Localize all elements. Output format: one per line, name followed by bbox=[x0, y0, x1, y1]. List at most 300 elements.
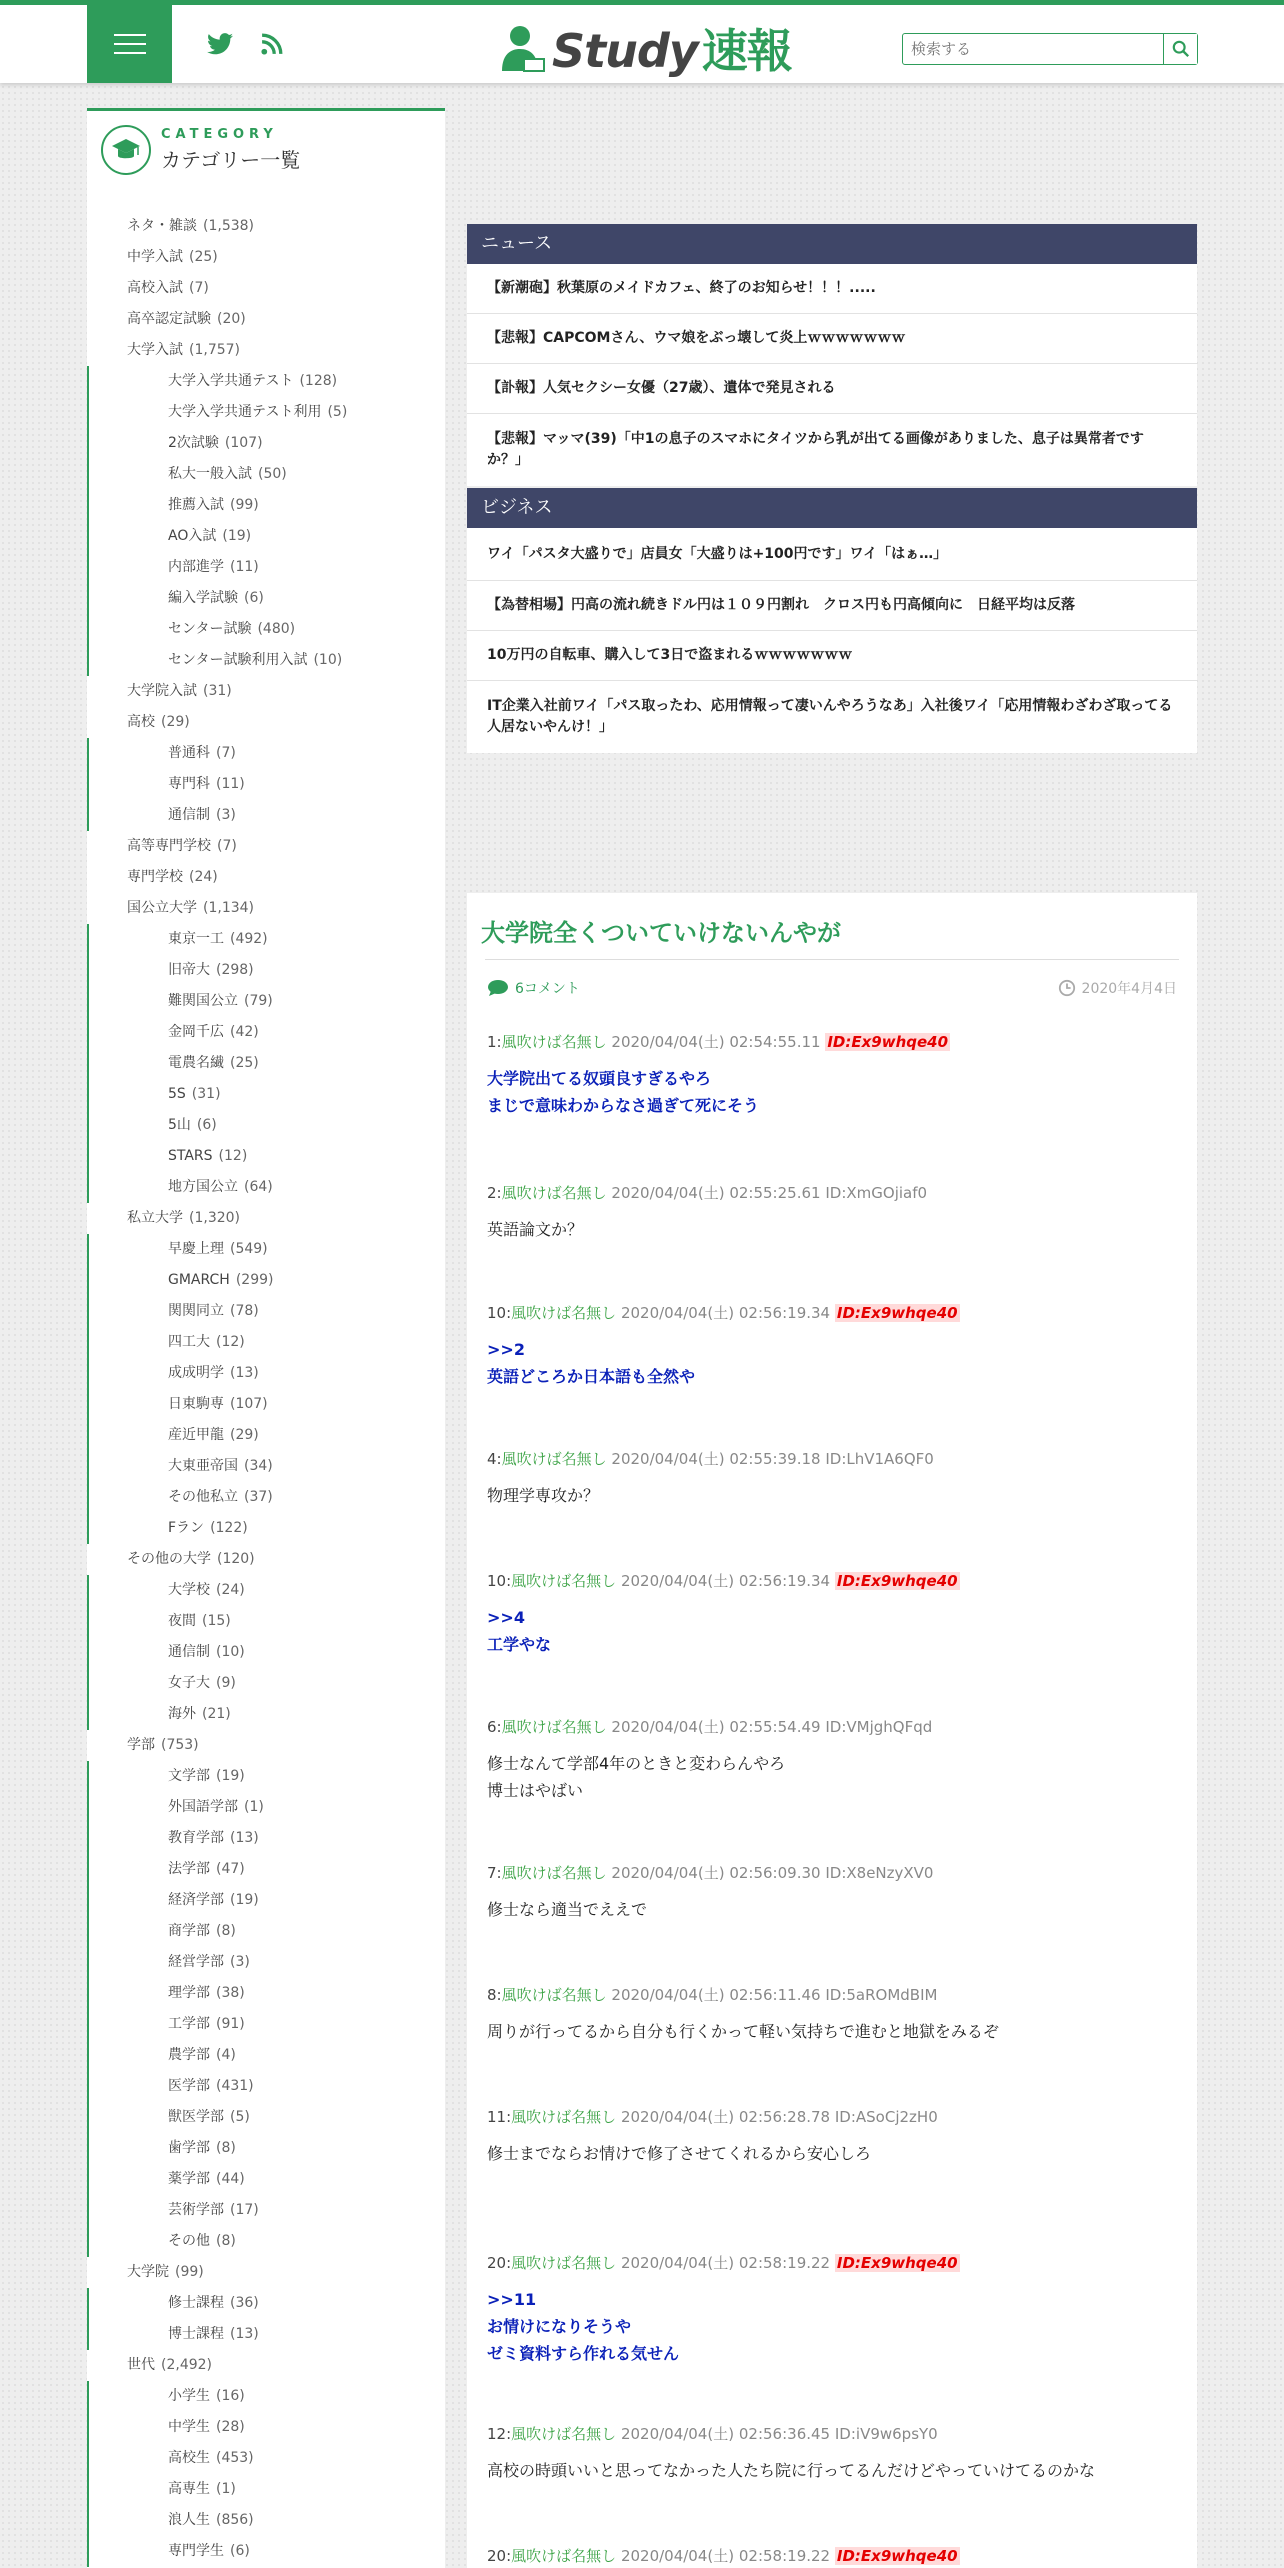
post-line: 大学院出てる奴頭良すぎるやろ bbox=[487, 1069, 712, 1088]
post-number: 20: bbox=[487, 2547, 512, 2565]
poster-name[interactable]: 風吹けば名無し bbox=[511, 1572, 617, 1590]
category-item[interactable] bbox=[87, 1110, 445, 1141]
category-item[interactable] bbox=[87, 831, 445, 862]
poster-name[interactable]: 風吹けば名無し bbox=[501, 1718, 607, 1736]
post-line: 物理学専攻か？ bbox=[487, 1486, 600, 1505]
post-header bbox=[487, 1182, 1177, 1204]
category-label: 修士課程 bbox=[168, 2295, 224, 2311]
post-time: 2020/04/04(土) 02:56:09.30 bbox=[611, 1864, 821, 1882]
category-label: 薬学部 bbox=[168, 2171, 210, 2187]
poster-name[interactable]: 風吹けば名無し bbox=[501, 1184, 607, 1202]
category-label: AO入試 bbox=[168, 528, 217, 544]
category-count: (28) bbox=[216, 2419, 245, 2435]
category-item[interactable] bbox=[87, 1606, 445, 1637]
site-logo[interactable] bbox=[500, 15, 792, 81]
poster-id: ID:Ex9whqe40 bbox=[836, 2547, 958, 2565]
category-label: 四工大 bbox=[168, 1334, 210, 1350]
category-item[interactable] bbox=[87, 1978, 445, 2009]
post bbox=[487, 1862, 1177, 1923]
news-item-title: 【悲報】マッマ(39)「中1の息子のスマホにタイツから乳が出てる画像がありました、息子は異常者ですか？」 bbox=[487, 431, 1144, 468]
category-label: 大学入学共通テスト利用 bbox=[168, 404, 322, 420]
category-count: (78) bbox=[230, 1303, 259, 1319]
business-item-title: 【為替相場】円高の流れ続きドル円は１０９円割れ クロス円も円高傾向に 日経平均は反落 bbox=[487, 597, 1075, 613]
category-heading bbox=[87, 111, 445, 189]
category-count: (42) bbox=[230, 1024, 259, 1040]
category-count: (13) bbox=[230, 1365, 259, 1381]
post-number: 12: bbox=[487, 2425, 512, 2443]
graduation-cap-icon bbox=[101, 125, 151, 175]
category-count: (12) bbox=[218, 1148, 248, 1164]
category-label: 外国語学部 bbox=[168, 1799, 238, 1815]
category-item[interactable] bbox=[87, 2071, 445, 2102]
category-label: 高校生 bbox=[168, 2450, 210, 2466]
category-item[interactable] bbox=[87, 738, 445, 769]
category-count: (13) bbox=[230, 2326, 259, 2342]
category-count: (15) bbox=[202, 1613, 231, 1629]
category-label: 高等専門学校 bbox=[127, 838, 211, 854]
post-line: 博士はやばい bbox=[487, 1781, 584, 1800]
category-item[interactable] bbox=[87, 2288, 445, 2319]
category-item[interactable] bbox=[87, 521, 445, 552]
category-item[interactable] bbox=[87, 2133, 445, 2164]
category-count: (298) bbox=[216, 962, 254, 978]
category-label: 私立大学 bbox=[127, 1210, 183, 1226]
category-item[interactable] bbox=[87, 1420, 445, 1451]
category-heading-jp: カテゴリー一覧 bbox=[161, 148, 301, 172]
category-count: (19) bbox=[216, 1768, 245, 1784]
category-label: 海外 bbox=[168, 1706, 196, 1722]
post-body bbox=[487, 1216, 1177, 1243]
category-label: 夜間 bbox=[168, 1613, 196, 1629]
category-count: (4) bbox=[216, 2047, 236, 2063]
post-header bbox=[487, 1984, 1177, 2006]
post-line: 英語どころか日本語も全然や bbox=[487, 1367, 696, 1386]
category-label: 地方国公立 bbox=[168, 1179, 238, 1195]
category-item[interactable] bbox=[87, 924, 445, 955]
search-icon bbox=[1172, 40, 1190, 58]
category-item[interactable] bbox=[87, 1761, 445, 1792]
post bbox=[487, 1716, 1177, 1804]
category-item[interactable] bbox=[87, 2412, 445, 2443]
news-item-title: 【悲報】CAPCOMさん、ウマ娘をぶっ壊して炎上ｗｗｗｗｗｗｗ bbox=[487, 330, 906, 346]
business-item[interactable] bbox=[467, 631, 1197, 681]
article bbox=[467, 893, 1197, 2568]
category-item[interactable] bbox=[87, 1885, 445, 1916]
article-meta bbox=[485, 959, 1179, 1015]
post-time: 2020/04/04(土) 02:56:28.78 bbox=[620, 2108, 831, 2126]
category-label: 私大一般入試 bbox=[168, 466, 252, 482]
category-label: 女子大 bbox=[168, 1675, 210, 1691]
category-count: (6) bbox=[196, 1117, 217, 1133]
category-item[interactable] bbox=[87, 242, 445, 273]
category-count: (38) bbox=[216, 1985, 245, 2001]
poster-id: ID:Ex9whqe40 bbox=[827, 1033, 949, 1051]
category-count: (20) bbox=[217, 311, 246, 327]
category-count: (91) bbox=[216, 2016, 245, 2032]
category-item[interactable] bbox=[87, 552, 445, 583]
poster-id: ID:Ex9whqe40 bbox=[836, 1572, 958, 1590]
category-label: 小学生 bbox=[168, 2388, 210, 2404]
category-list bbox=[87, 189, 445, 2567]
category-item[interactable] bbox=[87, 1699, 445, 1730]
category-count: (753) bbox=[161, 1737, 199, 1753]
category-item[interactable] bbox=[87, 366, 445, 397]
category-label: センター試験利用入試 bbox=[168, 652, 308, 668]
category-item[interactable] bbox=[87, 1513, 445, 1544]
category-label: 専門科 bbox=[168, 776, 210, 792]
post-time: 2020/04/04(土) 02:56:11.46 bbox=[611, 1986, 821, 2004]
category-item[interactable] bbox=[87, 1172, 445, 1203]
category-item[interactable] bbox=[87, 2474, 445, 2505]
post-line: 周りが行ってるから自分も行くかって軽い気持ちで進むと地獄をみるぞ bbox=[487, 2022, 999, 2041]
category-label: 通信制 bbox=[168, 1644, 210, 1660]
category-item[interactable] bbox=[87, 2443, 445, 2474]
poster-id: ID:Ex9whqe40 bbox=[836, 2254, 958, 2272]
category-item[interactable] bbox=[87, 1389, 445, 1420]
category-item[interactable] bbox=[87, 304, 445, 335]
category-count: (549) bbox=[230, 1241, 268, 1257]
category-count: (1) bbox=[216, 2481, 236, 2497]
post-line: 高校の時頭いいと思ってなかった人たち院に行ってるんだけどやっていけてるのかな bbox=[487, 2461, 1096, 2480]
news-item[interactable] bbox=[467, 414, 1197, 486]
category-item[interactable] bbox=[87, 614, 445, 645]
post-line: 英語論文か？ bbox=[487, 1220, 584, 1239]
post-line: 工学やな bbox=[487, 1635, 552, 1654]
post-number: 4: bbox=[487, 1450, 502, 1468]
category-item[interactable] bbox=[87, 1544, 445, 1575]
category-item[interactable] bbox=[87, 1730, 445, 1761]
category-label: 普通科 bbox=[168, 745, 210, 761]
category-label: 工学部 bbox=[168, 2016, 210, 2032]
post-time: 2020/04/04(土) 02:55:54.49 bbox=[611, 1718, 821, 1736]
category-item[interactable] bbox=[87, 955, 445, 986]
post-header bbox=[487, 1862, 1177, 1884]
category-label: 法学部 bbox=[168, 1861, 210, 1877]
menu-button[interactable] bbox=[87, 5, 172, 83]
category-label: 東京一工 bbox=[168, 931, 224, 947]
category-label: 難関国公立 bbox=[168, 993, 238, 1009]
post-number: 6: bbox=[487, 1718, 502, 1736]
category-item[interactable] bbox=[87, 2195, 445, 2226]
category-item[interactable] bbox=[87, 769, 445, 800]
category-item[interactable] bbox=[87, 1327, 445, 1358]
category-count: (3) bbox=[216, 807, 236, 823]
business-item-title: IT企業入社前ワイ「パス取ったわ、応用情報って凄いんやろうなあ」入社後ワイ「応用情報わざわざ取ってる人居ないやんけ！」 bbox=[487, 698, 1173, 735]
category-label: 2次試験 bbox=[168, 435, 219, 451]
category-count: (12) bbox=[216, 1334, 245, 1350]
category-label: 芸術学部 bbox=[168, 2202, 224, 2218]
category-item[interactable] bbox=[87, 273, 445, 304]
category-item[interactable] bbox=[87, 1265, 445, 1296]
category-count: (29) bbox=[161, 714, 190, 730]
post bbox=[487, 2423, 1177, 2484]
category-item[interactable] bbox=[87, 2164, 445, 2195]
category-count: (5) bbox=[327, 404, 348, 420]
category-count: (856) bbox=[216, 2512, 254, 2528]
site-header bbox=[0, 0, 1284, 83]
category-heading-en: CATEGORY bbox=[161, 127, 278, 142]
category-item[interactable] bbox=[87, 1854, 445, 1885]
category-label: 浪人生 bbox=[168, 2512, 210, 2528]
category-item[interactable] bbox=[87, 1048, 445, 1079]
category-label: GMARCH bbox=[168, 1272, 230, 1288]
category-label: 金岡千広 bbox=[168, 1024, 224, 1040]
post-body bbox=[487, 2457, 1177, 2484]
category-item[interactable] bbox=[87, 428, 445, 459]
poster-name[interactable]: 風吹けば名無し bbox=[501, 1450, 607, 1468]
category-count: (24) bbox=[189, 869, 218, 885]
post-number: 10: bbox=[487, 1572, 512, 1590]
category-label: 経営学部 bbox=[168, 1954, 224, 1970]
post-number: 7: bbox=[487, 1864, 502, 1882]
post-line: >>11 bbox=[487, 2290, 537, 2309]
category-item[interactable] bbox=[87, 211, 445, 242]
category-count: (480) bbox=[257, 621, 296, 637]
category-label: 産近甲龍 bbox=[168, 1427, 224, 1443]
category-label: 専門学校 bbox=[127, 869, 183, 885]
category-item[interactable] bbox=[87, 1668, 445, 1699]
student-logo-icon bbox=[500, 23, 546, 73]
category-count: (24) bbox=[216, 1582, 245, 1598]
category-label: 専門学生 bbox=[168, 2543, 224, 2559]
post-header bbox=[487, 2252, 1177, 2274]
category-count: (19) bbox=[230, 1892, 259, 1908]
category-label: 農学部 bbox=[168, 2047, 210, 2063]
category-item[interactable] bbox=[87, 893, 445, 924]
category-count: (31) bbox=[191, 1086, 221, 1102]
poster-id: ID:LhV1A6QF0 bbox=[825, 1450, 934, 1468]
category-item[interactable] bbox=[87, 645, 445, 676]
category-item[interactable] bbox=[87, 1017, 445, 1048]
clock-icon bbox=[1058, 979, 1076, 997]
category-item[interactable] bbox=[87, 2350, 445, 2381]
poster-name[interactable]: 風吹けば名無し bbox=[511, 1304, 617, 1322]
category-label: 大学入試 bbox=[127, 342, 183, 358]
category-count: (99) bbox=[175, 2264, 204, 2280]
article-title: 大学院全くついていけないんやが bbox=[481, 919, 841, 947]
poster-name[interactable]: 風吹けば名無し bbox=[501, 1033, 607, 1051]
logo-text: Study速報 bbox=[552, 24, 792, 78]
category-count: (107) bbox=[230, 1396, 268, 1412]
category-item[interactable] bbox=[87, 1482, 445, 1513]
category-item[interactable] bbox=[87, 986, 445, 1017]
category-count: (50) bbox=[258, 466, 287, 482]
category-item[interactable] bbox=[87, 1141, 445, 1172]
category-label: 日東駒専 bbox=[168, 1396, 224, 1412]
category-count: (8) bbox=[216, 2233, 236, 2249]
post bbox=[487, 1448, 1177, 1509]
news-item-title: 【訃報】人気セクシー女優（27歳）、遺体で発見される bbox=[487, 380, 836, 396]
category-label: その他の大学 bbox=[127, 1551, 211, 1567]
post-time: 2020/04/04(土) 02:55:39.18 bbox=[611, 1450, 821, 1468]
category-count: (10) bbox=[313, 652, 343, 668]
speech-bubble-icon bbox=[487, 979, 509, 997]
category-label: 大学院 bbox=[127, 2264, 169, 2280]
category-count: (25) bbox=[189, 249, 218, 265]
poster-name[interactable]: 風吹けば名無し bbox=[511, 2254, 617, 2272]
category-item[interactable] bbox=[87, 862, 445, 893]
post bbox=[487, 1031, 1177, 1119]
poster-name[interactable]: 風吹けば名無し bbox=[511, 2425, 617, 2443]
category-item[interactable] bbox=[87, 1079, 445, 1110]
category-count: (1,757) bbox=[189, 342, 241, 358]
category-label: 内部進学 bbox=[168, 559, 224, 575]
search-button[interactable] bbox=[1163, 34, 1197, 64]
category-item[interactable] bbox=[87, 1296, 445, 1327]
post-line: お情けになりそうや bbox=[487, 2317, 632, 2336]
category-item[interactable] bbox=[87, 1358, 445, 1389]
post-header bbox=[487, 1570, 1177, 1592]
category-item[interactable] bbox=[87, 2009, 445, 2040]
post-header bbox=[487, 2106, 1177, 2128]
category-count: (25) bbox=[230, 1055, 259, 1071]
category-label: センター試験 bbox=[168, 621, 252, 637]
category-label: 電農名繊 bbox=[168, 1055, 224, 1071]
category-label: 5山 bbox=[168, 1117, 191, 1133]
category-item[interactable] bbox=[87, 459, 445, 490]
category-count: (7) bbox=[216, 745, 236, 761]
post-header bbox=[487, 1031, 1177, 1053]
twitter-link[interactable] bbox=[205, 29, 235, 59]
poster-name[interactable]: 風吹けば名無し bbox=[501, 1986, 607, 2004]
category-item[interactable] bbox=[87, 676, 445, 707]
business-item[interactable] bbox=[467, 528, 1197, 581]
post bbox=[487, 1302, 1177, 1390]
post-line: 修士なんて学部4年のときと変わらんやろ bbox=[487, 1754, 786, 1773]
category-count: (1) bbox=[244, 1799, 264, 1815]
category-item[interactable] bbox=[87, 1234, 445, 1265]
category-count: (21) bbox=[202, 1706, 231, 1722]
category-count: (120) bbox=[217, 1551, 255, 1567]
category-label: 経済学部 bbox=[168, 1892, 224, 1908]
category-label: 推薦入試 bbox=[168, 497, 224, 513]
category-label: 文学部 bbox=[168, 1768, 210, 1784]
category-item[interactable] bbox=[87, 1823, 445, 1854]
poster-name[interactable]: 風吹けば名無し bbox=[511, 2108, 617, 2126]
post-line: >>4 bbox=[487, 1608, 525, 1627]
post-body bbox=[487, 1482, 1177, 1509]
news-item[interactable] bbox=[467, 264, 1197, 314]
category-item[interactable] bbox=[87, 2381, 445, 2412]
poster-name[interactable]: 風吹けば名無し bbox=[501, 1864, 607, 1882]
category-count: (6) bbox=[244, 590, 264, 606]
category-item[interactable] bbox=[87, 1947, 445, 1978]
rss-link[interactable] bbox=[257, 29, 287, 59]
post-line: ゼミ資料すら作れる気せん bbox=[487, 2344, 680, 2363]
category-item[interactable] bbox=[87, 1203, 445, 1234]
category-item[interactable] bbox=[87, 2536, 445, 2567]
category-label: STARS bbox=[168, 1148, 213, 1164]
post bbox=[487, 1570, 1177, 1658]
category-label: 5S bbox=[168, 1086, 186, 1102]
category-item[interactable] bbox=[87, 490, 445, 521]
poster-id: ID:XmGOjiaf0 bbox=[825, 1184, 928, 1202]
post-time: 2020/04/04(土) 02:56:19.34 bbox=[620, 1304, 831, 1322]
category-count: (79) bbox=[244, 993, 273, 1009]
category-label: 高校 bbox=[127, 714, 155, 730]
post-time: 2020/04/04(土) 02:56:19.34 bbox=[620, 1572, 831, 1590]
publish-date: 2020年4月4日 bbox=[1058, 978, 1177, 998]
business-list bbox=[467, 528, 1197, 753]
category-item[interactable] bbox=[87, 397, 445, 428]
post-header bbox=[487, 1716, 1177, 1738]
category-count: (2,492) bbox=[161, 2357, 213, 2373]
category-item[interactable] bbox=[87, 800, 445, 831]
category-label: 医学部 bbox=[168, 2078, 210, 2094]
category-item[interactable] bbox=[87, 2040, 445, 2071]
category-label: 商学部 bbox=[168, 1923, 210, 1939]
post-body bbox=[487, 2018, 1177, 2045]
category-count: (3) bbox=[230, 1954, 250, 1970]
category-count: (1,134) bbox=[203, 900, 255, 916]
post bbox=[487, 1984, 1177, 2045]
business-item-title: ワイ「パスタ大盛りで」店員女「大盛りは+100円です」ワイ「はぁ…」 bbox=[487, 545, 948, 562]
category-label: 博士課程 bbox=[168, 2326, 224, 2342]
news-item[interactable] bbox=[467, 364, 1197, 414]
post-line: 修士なら適当でええで bbox=[487, 1900, 648, 1919]
category-count: (37) bbox=[244, 1489, 273, 1505]
poster-name[interactable]: 風吹けば名無し bbox=[511, 2547, 617, 2565]
category-label: 教育学部 bbox=[168, 1830, 224, 1846]
category-sidebar bbox=[87, 108, 445, 2568]
category-item[interactable] bbox=[87, 1916, 445, 1947]
news-item-title: 【新潮砲】秋葉原のメイドカフェ、終了のお知らせ！！！..... bbox=[487, 280, 876, 296]
category-label: 学部 bbox=[127, 1737, 155, 1753]
category-item[interactable] bbox=[87, 335, 445, 366]
search-input[interactable] bbox=[903, 34, 1163, 64]
category-count: (17) bbox=[230, 2202, 259, 2218]
category-label: 編入学試験 bbox=[168, 590, 238, 606]
category-item[interactable] bbox=[87, 2505, 445, 2536]
twitter-icon bbox=[207, 33, 233, 55]
category-item[interactable] bbox=[87, 2102, 445, 2133]
category-item[interactable] bbox=[87, 2226, 445, 2257]
post-number: 2: bbox=[487, 1184, 502, 1202]
category-label: 歯学部 bbox=[168, 2140, 210, 2156]
category-item[interactable] bbox=[87, 2319, 445, 2350]
category-count: (29) bbox=[230, 1427, 259, 1443]
category-label: 大学入学共通テスト bbox=[168, 373, 294, 389]
business-item[interactable] bbox=[467, 681, 1197, 753]
comments-link[interactable] bbox=[487, 978, 580, 998]
post bbox=[487, 2106, 1177, 2167]
category-item[interactable] bbox=[87, 583, 445, 614]
news-item[interactable] bbox=[467, 314, 1197, 364]
post-line: >>2 bbox=[487, 1340, 525, 1359]
category-item[interactable] bbox=[87, 2257, 445, 2288]
post-body bbox=[487, 1604, 1177, 1658]
post-number: 11: bbox=[487, 2108, 512, 2126]
category-count: (9) bbox=[216, 1675, 236, 1691]
category-count: (431) bbox=[216, 2078, 254, 2094]
hamburger-icon bbox=[114, 34, 146, 36]
category-item[interactable] bbox=[87, 1637, 445, 1668]
post bbox=[487, 2545, 1177, 2567]
business-item[interactable] bbox=[467, 581, 1197, 631]
category-count: (64) bbox=[244, 1179, 273, 1195]
category-item[interactable] bbox=[87, 1451, 445, 1482]
category-count: (7) bbox=[189, 280, 209, 296]
category-label: 大学校 bbox=[168, 1582, 210, 1598]
category-label: ネタ・雑談 bbox=[127, 218, 197, 234]
category-label: 大東亜帝国 bbox=[168, 1458, 238, 1474]
category-item[interactable] bbox=[87, 707, 445, 738]
poster-id: ID:X8eNzyXV0 bbox=[825, 1864, 934, 1882]
category-item[interactable] bbox=[87, 1792, 445, 1823]
category-item[interactable] bbox=[87, 1575, 445, 1606]
category-count: (31) bbox=[203, 683, 232, 699]
category-label: 世代 bbox=[127, 2357, 155, 2373]
